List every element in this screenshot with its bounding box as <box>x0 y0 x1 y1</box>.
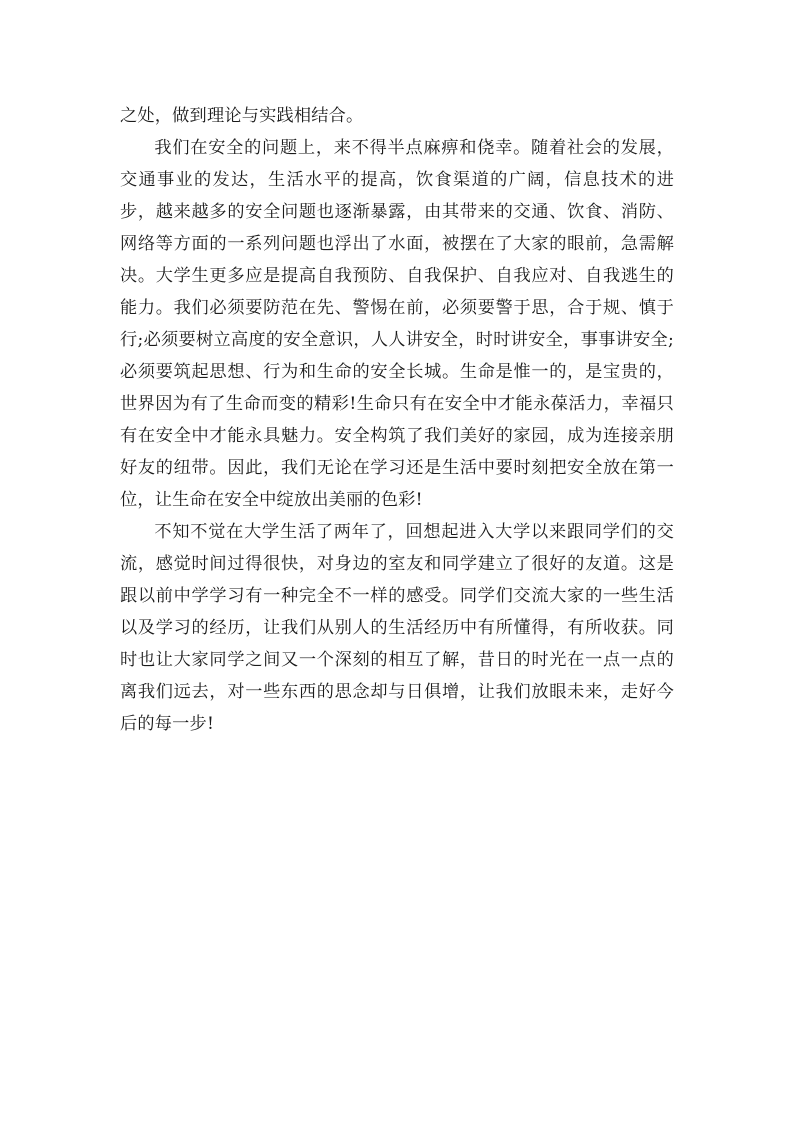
paragraph-safety: 我们在安全的问题上，来不得半点麻痹和侥幸。随着社会的发展，交通事业的发达，生活水平的提高，饮食渠道的广阔，信息技术的进步，越来越多的安全问题也逐渐暴露，由其带来的交通、饮食、消防、网络等方面的一系列问题也浮出了水面，被摆在了大家的眼前，急需解决。大学生更多应是提高自我预防、自我保护、自我应对、自我逃生的能力。我们必须要防范在先、警惕在前，必须要警于思，合于规、慎于行;必须要树立高度的安全意识，人人讲安全，时时讲安全，事事讲安全;必须要筑起思想、行为和生命的安全长城。生命是惟一的，是宝贵的，世界因为有了生命而变的精彩!生命只有在安全中才能永葆活力，幸福只有在安全中才能永具魅力。安全构筑了我们美好的家园，成为连接亲朋好友的纽带。因此，我们无论在学习还是生活中要时刻把安全放在第一位，让生命在安全中绽放出美丽的色彩! <box>120 138 674 510</box>
document-body <box>120 100 674 740</box>
paragraph-college-life: 不知不觉在大学生活了两年了，回想起进入大学以来跟同学们的交流，感觉时间过得很快，对身边的室友和同学建立了很好的友道。这是跟以前中学学习有一种完全不一样的感受。同学们交流大家的一些生活以及学习的经历，让我们从别人的生活经历中有所懂得，有所收获。同时也让大家同学之间又一个深刻的相互了解，昔日的时光在一点一点的离我们远去，对一些东西的思念却与日俱增，让我们放眼未来，走好今后的每一步! <box>120 522 674 734</box>
paragraph-continued: 之处，做到理论与实践相结合。 <box>120 106 364 126</box>
